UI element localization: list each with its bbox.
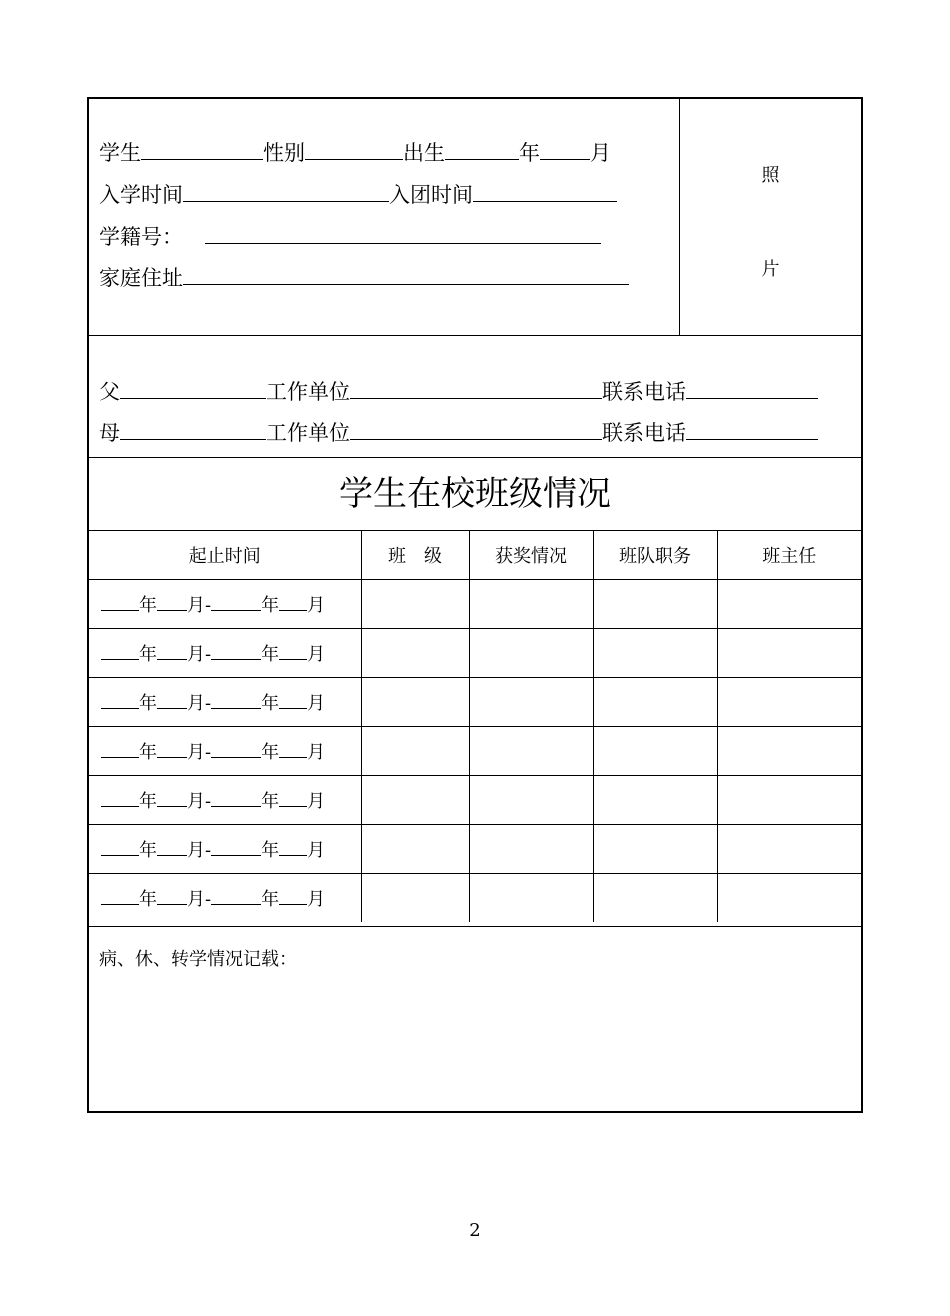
class-history-section <box>89 531 861 927</box>
class-cell[interactable] <box>361 874 469 923</box>
end-month-blank[interactable] <box>279 643 307 660</box>
teacher-cell[interactable] <box>717 678 861 727</box>
end-month-blank[interactable] <box>279 839 307 856</box>
start-month-blank[interactable] <box>157 790 187 807</box>
end-year-blank[interactable] <box>211 741 261 758</box>
title-section <box>89 458 861 531</box>
year-label: 年 <box>261 791 280 812</box>
student-info-line-1 <box>99 137 611 167</box>
start-year-blank[interactable] <box>101 741 139 758</box>
end-year-blank[interactable] <box>211 888 261 905</box>
end-year-blank[interactable] <box>211 643 261 660</box>
enroll-label: 入学时间 <box>99 183 183 207</box>
father-name-field[interactable] <box>120 376 266 399</box>
month-label: 月 <box>187 840 205 861</box>
end-month-blank[interactable] <box>279 692 307 709</box>
month-label: 月 <box>307 840 326 861</box>
year-label: 年 <box>261 595 280 616</box>
student-name-field[interactable] <box>141 137 263 160</box>
mother-line <box>99 417 818 447</box>
table-row <box>89 874 861 923</box>
table-header-row <box>89 531 861 580</box>
year-label: 年 <box>139 840 157 861</box>
mother-work-label: 工作单位 <box>266 421 350 445</box>
table-row <box>89 678 861 727</box>
year-label: 年 <box>139 693 157 714</box>
teacher-cell[interactable] <box>717 727 861 776</box>
position-cell[interactable] <box>593 825 717 874</box>
student-record-form <box>87 97 863 1113</box>
table-row <box>89 629 861 678</box>
month-label: 月 <box>307 889 326 910</box>
month-label: 月 <box>307 791 326 812</box>
notes-section[interactable] <box>89 927 861 1111</box>
start-month-blank[interactable] <box>157 692 187 709</box>
dash-label: - <box>205 595 212 616</box>
father-label: 父 <box>99 380 120 404</box>
class-history-table <box>89 531 861 922</box>
start-year-blank[interactable] <box>101 888 139 905</box>
photo-char-2: 片 <box>761 259 780 280</box>
start-month-blank[interactable] <box>157 643 187 660</box>
end-month-blank[interactable] <box>279 888 307 905</box>
position-cell[interactable] <box>593 776 717 825</box>
address-label: 家庭住址 <box>99 266 183 290</box>
table-row <box>89 776 861 825</box>
student-label: 学生 <box>99 141 141 165</box>
month-label: 月 <box>307 595 326 616</box>
start-month-blank[interactable] <box>157 741 187 758</box>
start-year-blank[interactable] <box>101 594 139 611</box>
awards-cell[interactable] <box>469 874 593 923</box>
header-period: 起止时间 <box>89 531 361 580</box>
father-phone-label: 联系电话 <box>602 380 686 404</box>
father-line <box>99 376 818 406</box>
father-work-field[interactable] <box>350 376 602 399</box>
mother-phone-label: 联系电话 <box>602 421 686 445</box>
header-teacher: 班主任 <box>717 531 861 580</box>
start-year-blank[interactable] <box>101 643 139 660</box>
month-label: 月 <box>187 742 205 763</box>
year-label: 年 <box>261 742 280 763</box>
period-cell[interactable] <box>89 727 361 776</box>
year-label: 年 <box>139 644 157 665</box>
mother-work-field[interactable] <box>350 417 602 440</box>
end-month-blank[interactable] <box>279 790 307 807</box>
period-cell[interactable] <box>89 678 361 727</box>
league-label: 入团时间 <box>389 183 473 207</box>
month-label: 月 <box>307 693 326 714</box>
year-label: 年 <box>139 889 157 910</box>
year-label: 年 <box>261 644 280 665</box>
mother-phone-field[interactable] <box>686 417 818 440</box>
dash-label: - <box>205 889 212 910</box>
month-label: 月 <box>187 595 205 616</box>
class-cell[interactable] <box>361 629 469 678</box>
mother-label: 母 <box>99 421 120 445</box>
class-cell[interactable] <box>361 825 469 874</box>
awards-cell[interactable] <box>469 825 593 874</box>
enroll-date-field[interactable] <box>183 179 389 202</box>
position-cell[interactable] <box>593 874 717 923</box>
end-year-blank[interactable] <box>211 790 261 807</box>
year-label: 年 <box>261 889 280 910</box>
start-month-blank[interactable] <box>157 594 187 611</box>
year-label: 年 <box>261 840 280 861</box>
birth-label: 出生 <box>403 141 445 165</box>
period-cell[interactable] <box>89 874 361 923</box>
student-info-line-4 <box>99 262 629 292</box>
class-cell[interactable] <box>361 678 469 727</box>
birth-month-field[interactable] <box>540 137 590 160</box>
month-label: 月 <box>307 742 326 763</box>
year-label: 年 <box>261 693 280 714</box>
start-year-blank[interactable] <box>101 790 139 807</box>
dash-label: - <box>205 742 212 763</box>
table-row <box>89 580 861 629</box>
end-year-blank[interactable] <box>211 839 261 856</box>
position-cell[interactable] <box>593 580 717 629</box>
teacher-cell[interactable] <box>717 629 861 678</box>
notes-label: 病、休、转学情况记载： <box>99 949 297 970</box>
class-cell[interactable] <box>361 727 469 776</box>
position-cell[interactable] <box>593 629 717 678</box>
birth-year-label: 年 <box>519 141 540 165</box>
student-info-section <box>89 99 861 336</box>
awards-cell[interactable] <box>469 580 593 629</box>
year-label: 年 <box>139 791 157 812</box>
end-month-blank[interactable] <box>279 594 307 611</box>
dash-label: - <box>205 644 212 665</box>
dash-label: - <box>205 840 212 861</box>
awards-cell[interactable] <box>469 776 593 825</box>
class-cell[interactable] <box>361 580 469 629</box>
year-label: 年 <box>139 742 157 763</box>
dash-label: - <box>205 693 212 714</box>
header-awards: 获奖情况 <box>469 531 593 580</box>
end-year-blank[interactable] <box>211 594 261 611</box>
period-cell[interactable] <box>89 580 361 629</box>
period-cell[interactable] <box>89 825 361 874</box>
father-work-label: 工作单位 <box>266 380 350 404</box>
start-year-blank[interactable] <box>101 839 139 856</box>
birth-month-label: 月 <box>590 141 611 165</box>
position-cell[interactable] <box>593 727 717 776</box>
month-label: 月 <box>187 889 205 910</box>
table-row <box>89 727 861 776</box>
month-label: 月 <box>187 693 205 714</box>
period-cell[interactable] <box>89 776 361 825</box>
awards-cell[interactable] <box>469 727 593 776</box>
student-id-field[interactable] <box>205 221 601 244</box>
start-month-blank[interactable] <box>157 839 187 856</box>
month-label: 月 <box>187 791 205 812</box>
end-year-blank[interactable] <box>211 692 261 709</box>
student-info-line-2 <box>99 179 617 209</box>
awards-cell[interactable] <box>469 678 593 727</box>
header-class: 班 级 <box>361 531 469 580</box>
section-title: 学生在校班级情况 <box>339 474 611 514</box>
month-label: 月 <box>307 644 326 665</box>
year-label: 年 <box>139 595 157 616</box>
teacher-cell[interactable] <box>717 825 861 874</box>
teacher-cell[interactable] <box>717 874 861 923</box>
header-position: 班队职务 <box>593 531 717 580</box>
position-cell[interactable] <box>593 678 717 727</box>
awards-cell[interactable] <box>469 629 593 678</box>
mother-name-field[interactable] <box>120 417 266 440</box>
birth-year-field[interactable] <box>445 137 519 160</box>
father-phone-field[interactable] <box>686 376 818 399</box>
league-date-field[interactable] <box>473 179 617 202</box>
class-cell[interactable] <box>361 776 469 825</box>
dash-label: - <box>205 791 212 812</box>
student-info-line-3 <box>99 221 601 251</box>
table-row <box>89 825 861 874</box>
gender-field[interactable] <box>305 137 403 160</box>
address-field[interactable] <box>183 262 629 285</box>
photo-box <box>679 99 861 335</box>
gender-label: 性别 <box>263 141 305 165</box>
student-id-label: 学籍号： <box>99 225 183 249</box>
parents-section <box>89 336 861 458</box>
end-month-blank[interactable] <box>279 741 307 758</box>
start-year-blank[interactable] <box>101 692 139 709</box>
page-number: 2 <box>469 1220 481 1241</box>
photo-char-1: 照 <box>761 165 780 186</box>
start-month-blank[interactable] <box>157 888 187 905</box>
period-cell[interactable] <box>89 629 361 678</box>
teacher-cell[interactable] <box>717 580 861 629</box>
month-label: 月 <box>187 644 205 665</box>
teacher-cell[interactable] <box>717 776 861 825</box>
